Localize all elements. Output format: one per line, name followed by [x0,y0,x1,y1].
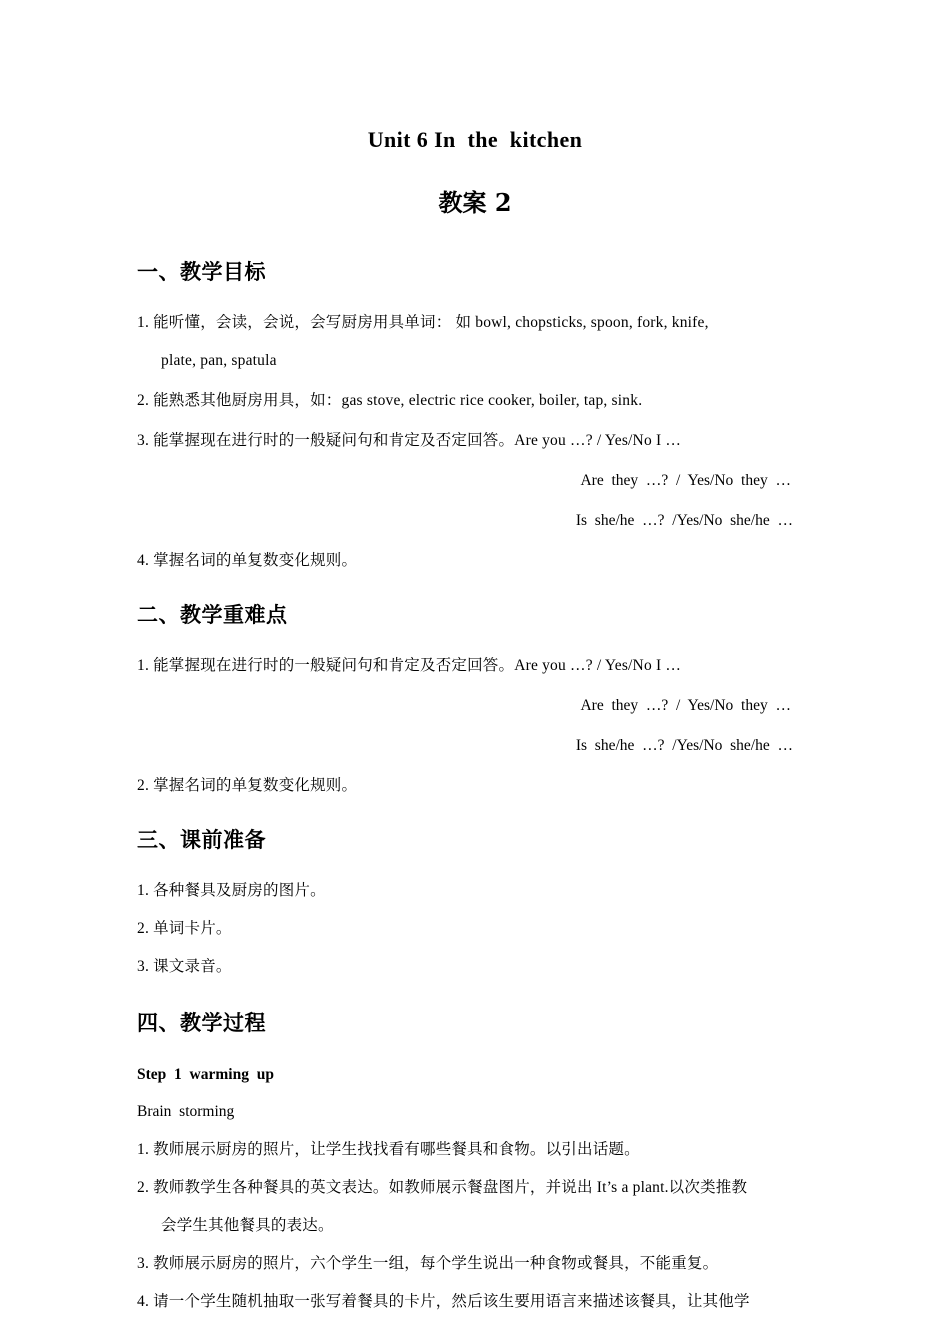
list-item: 1. 能听懂，会读，会说，会写厨房用具单词： 如 bowl, chopsticks, spoon, fork, knife, [137,313,709,331]
section-heading-teaching-objectives: 一、教学目标 [137,259,266,284]
list-item: 3. 教师展示厨房的照片，六个学生一组，每个学生说出一种食物或餐具，不能重复。 [137,1255,719,1273]
list-item: 1. 教师展示厨房的照片，让学生找找看有哪些餐具和食物。以引出话题。 [137,1141,640,1159]
list-item: 1. 各种餐具及厨房的图片。 [137,882,326,900]
activity-label-brain-storming: Brain storming [137,1103,235,1121]
section-heading-preparation: 三、课前准备 [137,828,266,853]
page-subtitle: 教案 2 [438,187,512,217]
list-item: 3. 能掌握现在进行时的一般疑问句和肯定及否定回答。Are you …? / Yes/No I … [137,431,682,449]
section-heading-teaching-process: 四、教学过程 [137,1011,266,1036]
document-content [137,0,813,1313]
list-item: 2. 单词卡片。 [137,920,232,938]
list-item: 1. 能掌握现在进行时的一般疑问句和肯定及否定回答。Are you …? / Yes/No I … [137,657,682,675]
list-item: 4. 请一个学生随机抽取一张写着餐具的卡片，然后该生要用语言来描述该餐具，让其他学 [137,1293,750,1311]
list-item: 3. 课文录音。 [137,958,232,976]
question-pattern-line: Are they …? / Yes/No they … [580,697,791,715]
list-item: 2. 能熟悉其他厨房用具，如：gas stove, electric rice cooker, boiler, tap, sink. [137,391,643,409]
question-pattern-line: Are they …? / Yes/No they … [580,471,791,489]
list-item-continuation: plate, pan, spatula [161,351,277,369]
list-item: 4. 掌握名词的单复数变化规则。 [137,551,358,569]
list-item: 2. 掌握名词的单复数变化规则。 [137,777,358,795]
question-pattern-line: Is she/he …? /Yes/No she/he … [575,737,793,755]
page-title: Unit 6 In the kitchen [367,127,583,152]
list-item: 2. 教师教学生各种餐具的英文表达。如教师展示餐盘图片，并说出 It’s a plant.以次类推教 [137,1179,748,1197]
step-heading-warming-up: Step 1 warming up [137,1065,274,1083]
section-heading-key-difficulties: 二、教学重难点 [137,602,288,627]
list-item-continuation: 会学生其他餐具的表达。 [161,1217,334,1235]
question-pattern-line: Is she/he …? /Yes/No she/he … [575,511,793,529]
